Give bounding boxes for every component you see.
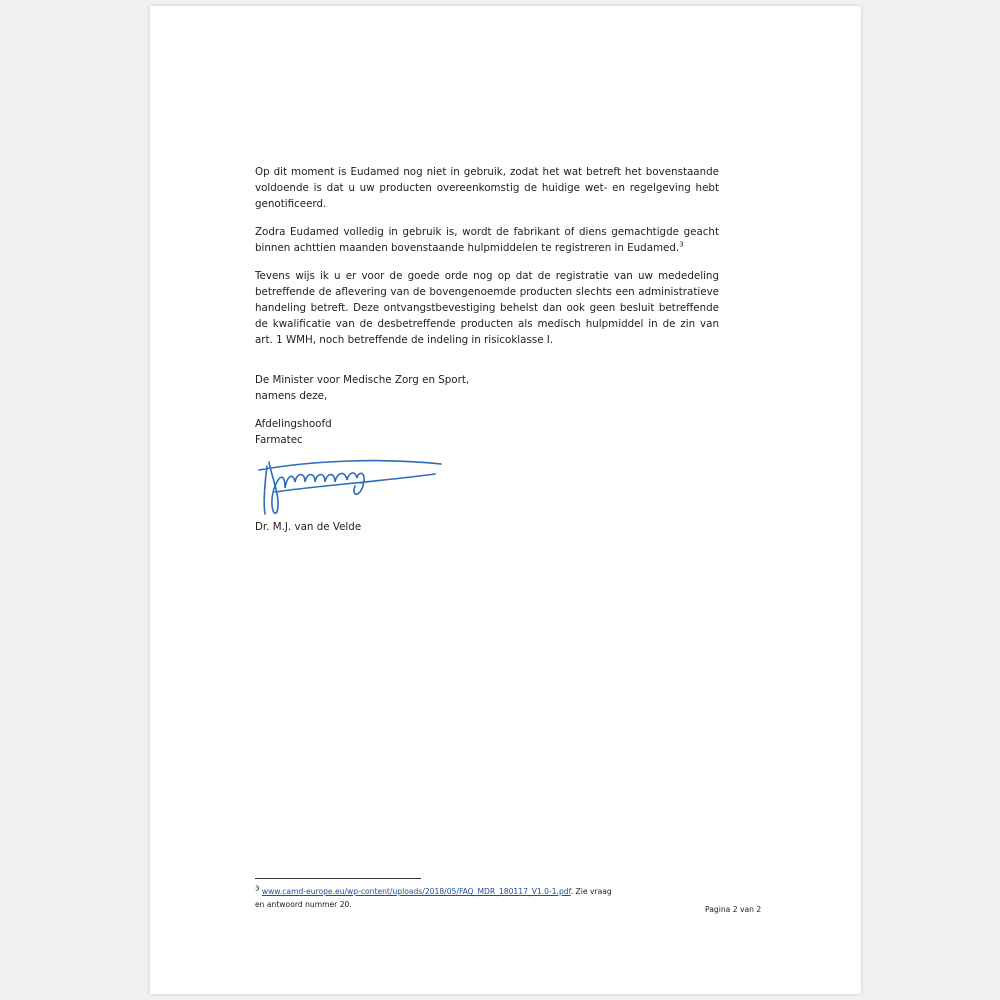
- closing-block: [255, 372, 719, 448]
- document-page: [150, 6, 861, 994]
- paragraph-eudamed-status: Op dit moment is Eudamed nog niet in gebruik, zodat het wat betreft het bovenstaande voldoende is dat u uw producten overeenkomstig de huidige wet- en regelgeving hebt genotificeerd.: [255, 166, 719, 210]
- paragraph-eudamed-registration: Zodra Eudamed volledig in gebruik is, wordt de fabrikant of diens gemachtigde geacht binnen achttien maanden bovenstaande hulpmiddelen te registreren in Eudamed.$^3$: [255, 226, 719, 254]
- page-number: Pagina 2 van 2: [705, 905, 762, 914]
- signatory-name: Dr. M.J. van de Velde: [255, 521, 362, 533]
- letter-body: [255, 164, 719, 360]
- footnote: [255, 885, 615, 911]
- footnote-text: . Zie vraag en antwoord nummer 20.: [255, 887, 612, 909]
- closing-on-behalf: namens deze,: [255, 390, 328, 402]
- footnote-divider: [255, 878, 421, 879]
- paragraph-notice: Tevens wijs ik u er voor de goede orde nog op dat de registratie van uw mededeling betreffende de aflevering van de bovengenoemde producten slechts een administratieve handeling betreft. Deze ontvangstbevestiging behelst dan ook geen besluit betreffende de kwalificatie van de desbetreffende producten als medisch hulpmiddel in de zin van art. 1 WMH, noch betreffende de indeling in risicoklasse I.: [255, 270, 719, 346]
- footnote-link[interactable]: www.camd-europe.eu/wp-content/uploads/2018/05/FAQ_MDR_180117_V1.0-1.pdf: [261, 887, 571, 896]
- footnote-number: 3: [255, 884, 260, 893]
- footnote-reference: 3: [679, 240, 684, 249]
- closing-title: Afdelingshoofd: [255, 418, 332, 430]
- closing-department: Farmatec: [255, 434, 303, 446]
- closing-minister: De Minister voor Medische Zorg en Sport,: [255, 374, 470, 386]
- handwritten-signature: [255, 452, 445, 524]
